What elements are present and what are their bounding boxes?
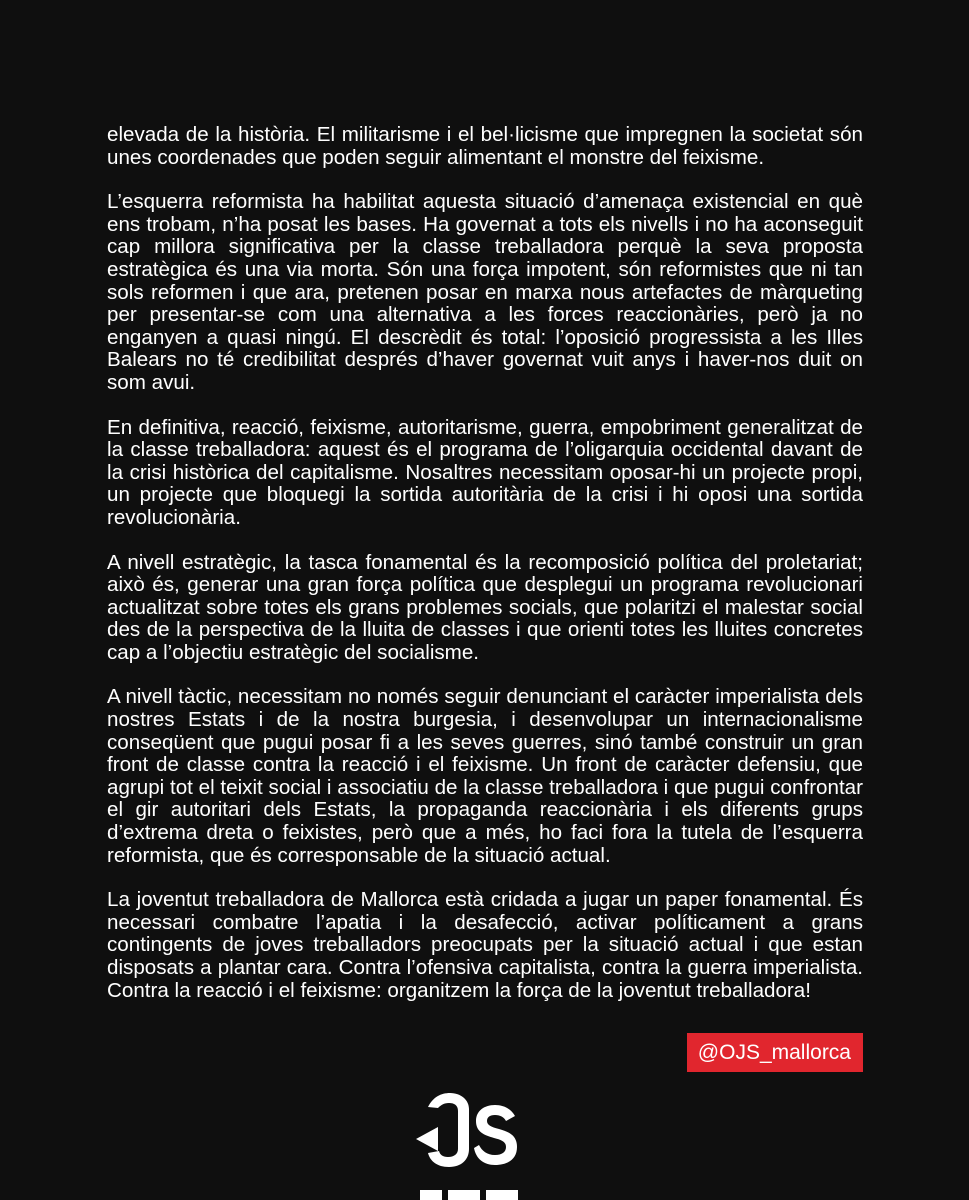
social-handle-badge[interactable] bbox=[687, 1033, 863, 1072]
paragraph-6: La joventut treballadora de Mallorca està cridada a jugar un paper fonamental. És necessari combatre l’apatia i la desafecció, activar políticament a grans contingents de joves treballadors preocupats per la situació actual i que estan disposats a plantar cara. Contra l’ofensiva capitalista, contra la guerra imperialista. Contra la reacció i el feixisme: organitzem la força de la joventut treballadora! bbox=[107, 888, 863, 1002]
paragraph-1: elevada de la història. El militarisme i el bel·licisme que impregnen la societat són unes coordenades que poden seguir alimentant el monstre del feixisme. bbox=[107, 123, 863, 169]
paragraph-4: A nivell estratègic, la tasca fonamental és la recomposició política del proletariat; això és, generar una gran força política que desplegui un programa revolucionari actualitzat sobre totes els grans problemes socials, que polaritzi el malestar social des de la perspectiva de la lluita de classes i que orienti totes les lluites concretes cap a l’objectiu estratègic del socialisme. bbox=[107, 550, 863, 664]
article-body bbox=[107, 124, 863, 1024]
paragraph-5: A nivell tàctic, necessitam no només seguir denunciant el caràcter imperialista dels nostres Estats i de la nostra burgesia, i desenvolupar un internacionalisme conseqüent que pugui posar fi a les seves guerres, sinó també construir un gran front de classe contra la reacció i el feixisme. Un front de caràcter defensiu, que agrupi tot el teixit social i associatiu de la classe treballadora i que pugui confrontar el gir autoritari dels Estats, la propaganda reaccionària i els diferents grups d’extrema dreta o feixistes, però que a més, ho faci fora la tutela de l’esquerra reformista, que és corresponsable de la situació actual. bbox=[107, 685, 863, 867]
social-handle-label: @OJS_mallorca bbox=[697, 1041, 851, 1064]
ojs-logo-icon bbox=[416, 1093, 528, 1167]
paragraph-3: En definitiva, reacció, feixisme, autoritarisme, guerra, empobriment generalitzat de la classe treballadora: aquest és el programa de l’oligarquia occidental davant de la crisi històrica del capitalisme. Nosaltres necessitam oposar-hi un projecte propi, un projecte que bloquegi la sortida autoritària de la crisi i hi oposi una sortida revolucionària. bbox=[107, 415, 863, 529]
logo-mark-partial bbox=[420, 1190, 518, 1200]
paragraph-2: L’esquerra reformista ha habilitat aquesta situació d’amenaça existencial en què ens trobam, n’ha posat les bases. Ha governat a tots els nivells i no ha aconseguit cap millora significativa per la classe treballadora perquè la seva proposta estratègica és una via morta. Són una força impotent, són reformistes que ni tan sols reformen i que ara, pretenen posar en marxa nous artefactes de màrqueting per presentar-se com una alternativa a les forces reaccionàries, però ja no enganyen a quasi ningú. El descrèdit és total: l’oposició progressista a les Illes Balears no té credibilitat després d’haver governat vuit anys i haver-nos duit on som avui. bbox=[107, 190, 863, 394]
